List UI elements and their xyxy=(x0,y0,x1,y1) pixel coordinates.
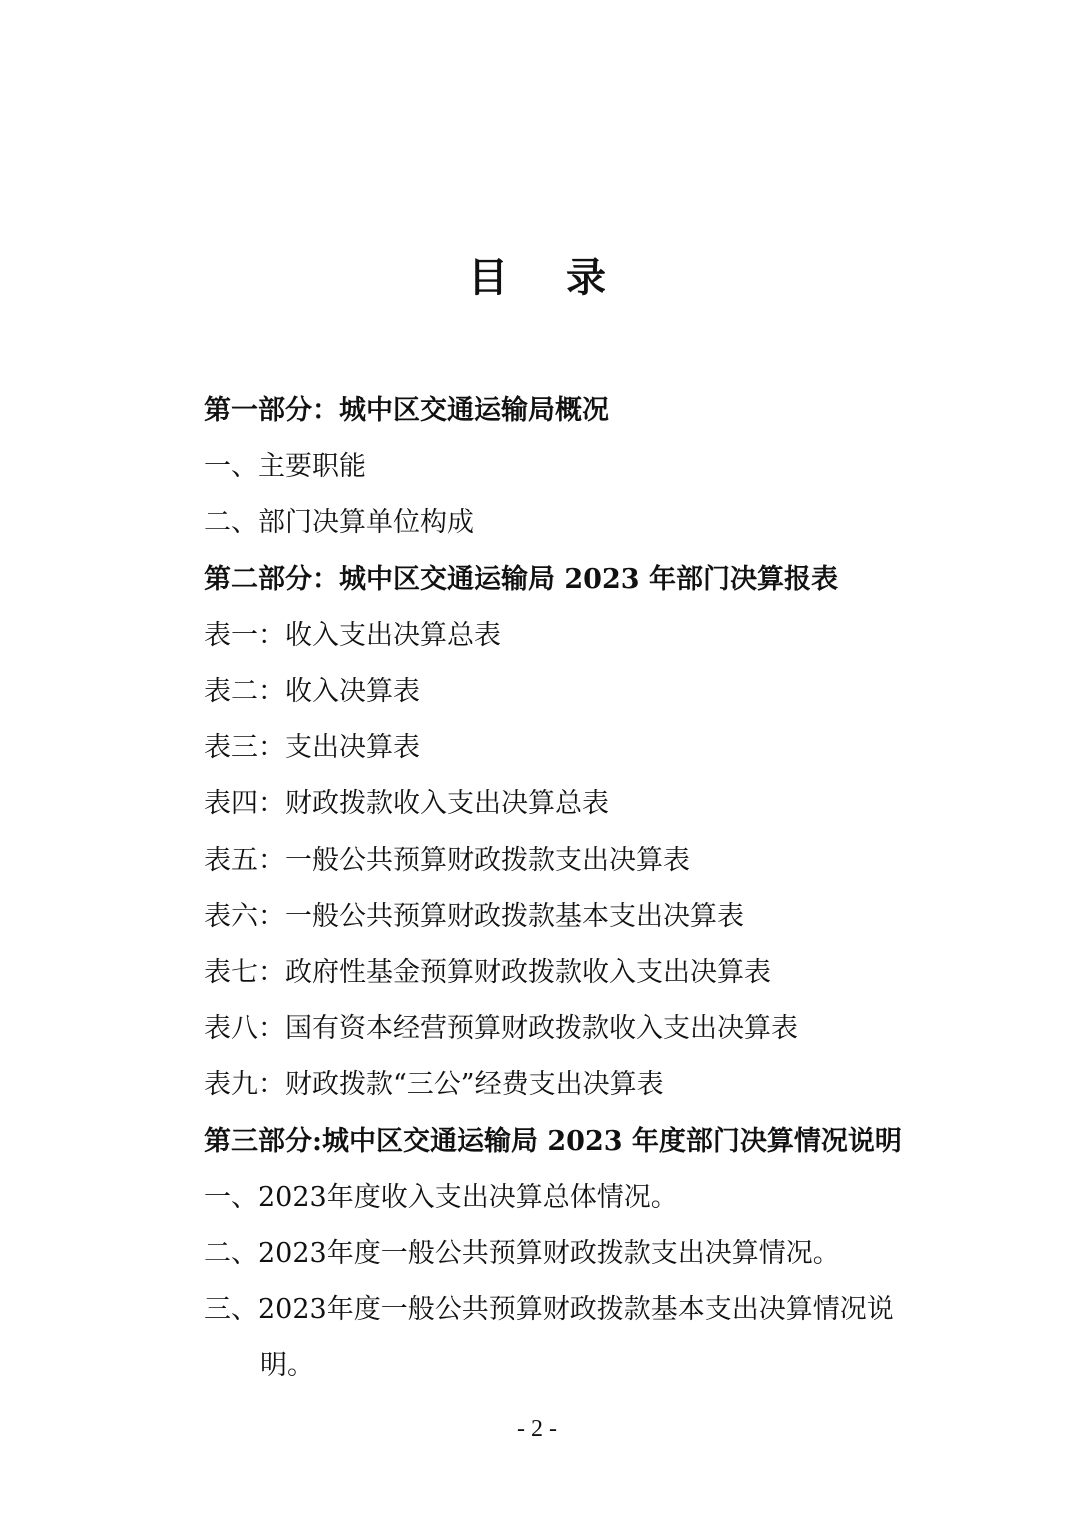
toc-entry-table-7: 表七：政府性基金预算财政拨款收入支出决算表 xyxy=(204,957,771,989)
toc-entry-main-functions: 一、主要职能 xyxy=(204,451,366,483)
toc-part-1-heading: 第一部分：城中区交通运输局概况 xyxy=(204,395,609,426)
toc-entry-table-2: 表二：收入决算表 xyxy=(204,676,420,708)
toc-entry-table-6: 表六：一般公共预算财政拨款基本支出决算表 xyxy=(204,900,744,932)
toc-entry-general-budget-expenditure: 二、2023年度一般公共预算财政拨款支出决算情况。 xyxy=(204,1238,840,1270)
toc-entry-table-9: 表九：财政拨款“三公”经费支出决算表 xyxy=(204,1069,664,1101)
toc-entry-unit-composition: 二、部门决算单位构成 xyxy=(204,507,474,539)
toc-entry-table-3: 表三：支出决算表 xyxy=(204,732,420,764)
toc-entry-basic-expenditure-continued: 明。 xyxy=(260,1350,314,1382)
toc-part-2-heading: 第二部分：城中区交通运输局 2023 年部门决算报表 xyxy=(204,563,838,595)
toc-entry-overall-status: 一、2023年度收入支出决算总体情况。 xyxy=(204,1181,678,1213)
toc-entry-table-8: 表八：国有资本经营预算财政拨款收入支出决算表 xyxy=(204,1013,798,1045)
page-number: - 2 - xyxy=(517,1416,557,1442)
page-title: 目录 xyxy=(468,254,664,301)
table-of-contents xyxy=(204,383,964,1395)
toc-entry-table-1: 表一：收入支出决算总表 xyxy=(204,619,501,651)
toc-entry-basic-expenditure: 三、2023年度一般公共预算财政拨款基本支出决算情况说 xyxy=(204,1294,894,1326)
toc-entry-table-4: 表四：财政拨款收入支出决算总表 xyxy=(204,788,609,820)
toc-entry-table-5: 表五：一般公共预算财政拨款支出决算表 xyxy=(204,844,690,876)
toc-part-3-heading: 第三部分:城中区交通运输局 2023 年度部门决算情况说明 xyxy=(204,1125,902,1157)
